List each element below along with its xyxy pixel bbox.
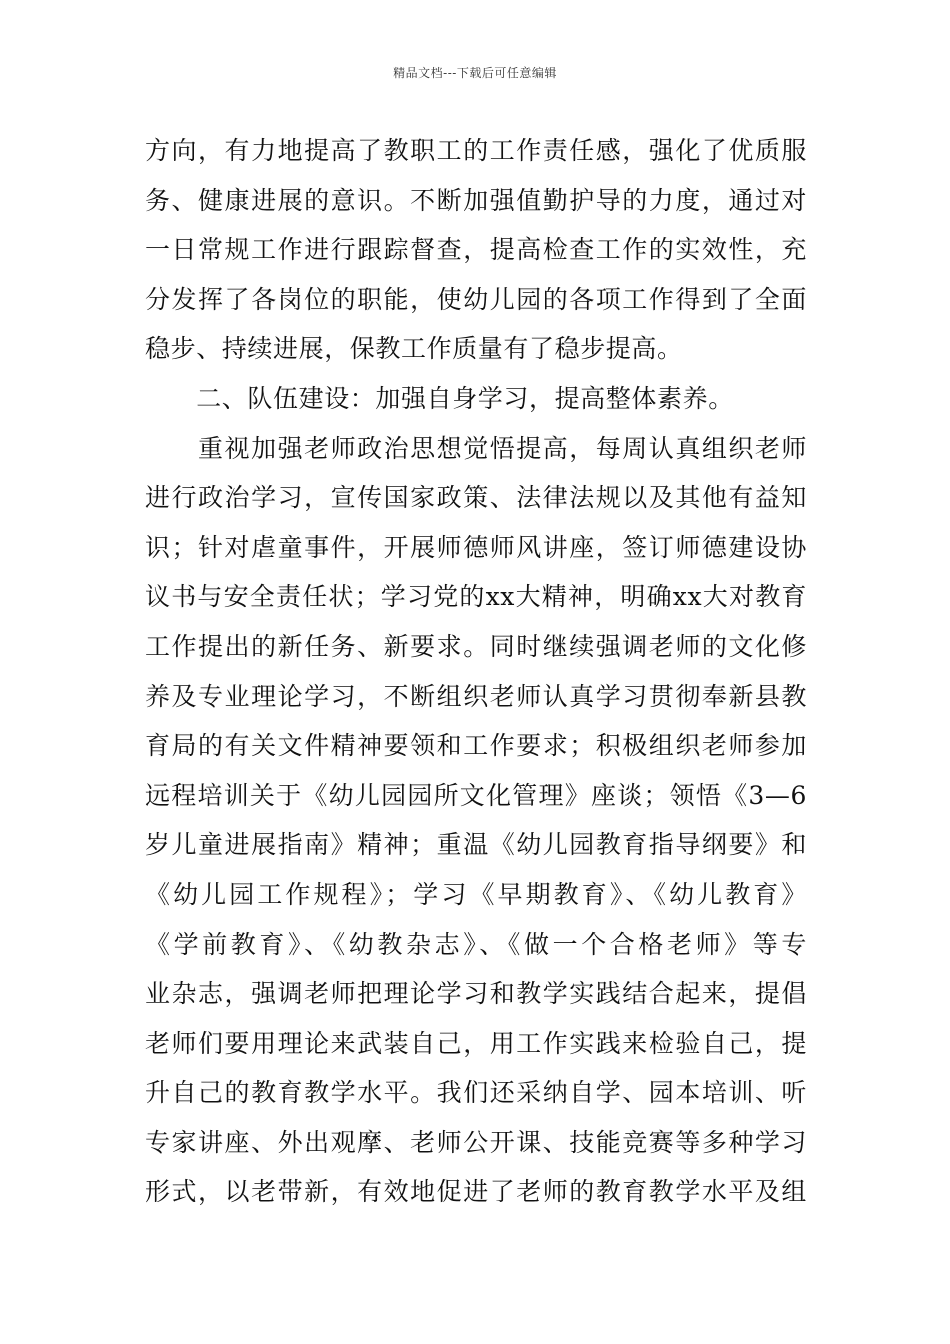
body-line: 专家讲座、外出观摩、老师公开课、技能竞赛等多种学习 (145, 1127, 807, 1157)
body-line: 稳步、持续进展，保教工作质量有了稳步提高。 (145, 334, 683, 364)
page-header: 精品文档---下载后可任意编辑 (393, 66, 557, 80)
body-line: 《幼儿园工作规程》；学习《早期教育》、《幼儿教育》 (145, 879, 807, 909)
body-line: 形式，以老带新，有效地促进了老师的教育教学水平及组 (145, 1177, 807, 1207)
body-line: 分发挥了各岗位的职能，使幼儿园的各项工作得到了全面 (145, 284, 807, 314)
body-line: 养及专业理论学习，不断组织老师认真学习贯彻奉新县教 (145, 681, 807, 711)
body-line: 升自己的教育教学水平。我们还采纳自学、园本培训、听 (145, 1078, 807, 1108)
body-line: 工作提出的新任务、新要求。同时继续强调老师的文化修 (145, 631, 807, 661)
body-line: 岁儿童进展指南》精神；重温《幼儿园教育指导纲要》和 (145, 830, 807, 860)
body-line: 育局的有关文件精神要领和工作要求；积极组织老师参加 (145, 731, 807, 761)
body-line: 老师们要用理论来武装自己，用工作实践来检验自己，提 (145, 1028, 807, 1058)
body-line: 重视加强老师政治思想觉悟提高，每周认真组织老师 (145, 433, 807, 463)
body-line: 识；针对虐童事件，开展师德师风讲座，签订师德建设协 (145, 532, 807, 562)
body-line: 业杂志，强调老师把理论学习和教学实践结合起来，提倡 (145, 979, 807, 1009)
body-line: 《学前教育》、《幼教杂志》、《做一个合格老师》等专 (145, 929, 807, 959)
body-line: 远程培训关于《幼儿园园所文化管理》座谈；领悟《3—6 (145, 780, 807, 810)
body-line: 议书与安全责任状；学习党的xx大精神，明确xx大对教育 (145, 582, 807, 612)
body-line: 务、健康进展的意识。不断加强值勤护导的力度，通过对 (145, 185, 807, 215)
document-body (145, 126, 807, 1217)
section-heading: 二、队伍建设：加强自身学习，提高整体素养。 (145, 383, 734, 413)
body-line: 方向，有力地提高了教职工的工作责任感，强化了优质服 (145, 136, 807, 165)
body-line: 一日常规工作进行跟踪督查，提高检查工作的实效性，充 (145, 235, 807, 265)
body-line: 进行政治学习，宣传国家政策、法律法规以及其他有益知 (145, 483, 807, 513)
